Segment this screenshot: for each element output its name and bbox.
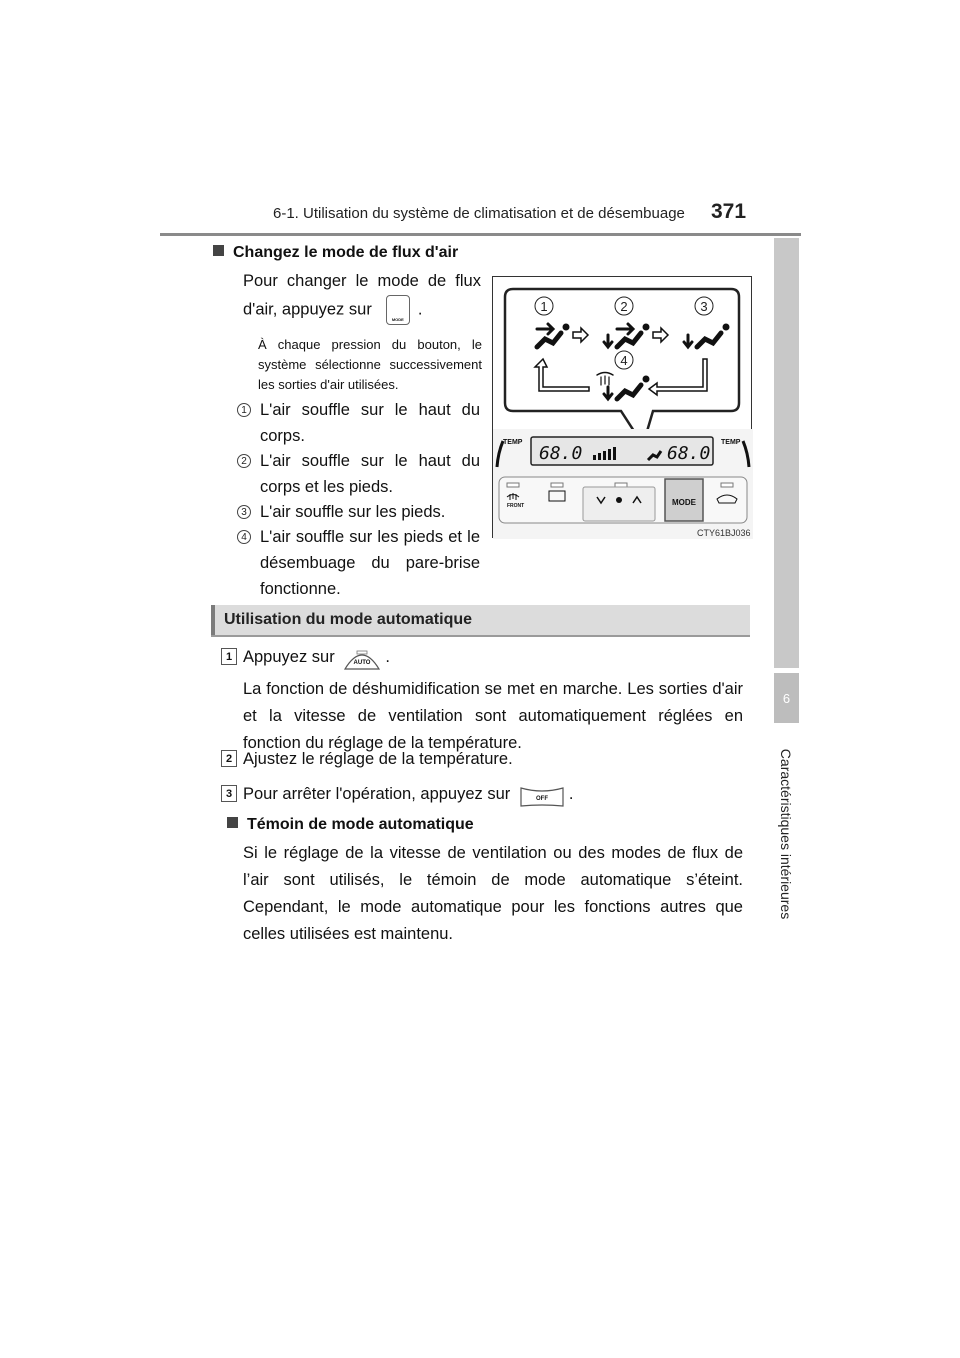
chapter-tab-label-text: Caractéristiques intérieures xyxy=(778,748,794,920)
front-defrost-indicator xyxy=(507,483,519,487)
figure-code: CTY61BJ036 xyxy=(697,528,751,538)
item-text-4: L'air souffle sur les pieds et le désembuage du pare-brise fonctionne. xyxy=(260,528,480,598)
fan-icon xyxy=(616,497,622,503)
airflow-intro-text: Pour changer le mode de flux d'air, appuyez sur xyxy=(243,272,481,319)
step-number-3: 3 xyxy=(221,785,237,802)
auto-button-label: AUTO xyxy=(353,659,371,666)
item-text-2: L'air souffle sur le haut du corps et les pieds. xyxy=(260,452,480,496)
climate-panel-figure xyxy=(492,276,752,538)
airflow-intro xyxy=(243,268,481,325)
recirc-indicator xyxy=(721,483,733,487)
step-3-instruction xyxy=(243,781,743,808)
airflow-mode-heading-text: Changez le mode de flux d'air xyxy=(233,244,459,261)
item-number-4: 4 xyxy=(237,530,251,544)
off-button-graphic xyxy=(519,782,565,808)
callout-number-1: 1 xyxy=(540,299,548,314)
page-number: 371 xyxy=(711,200,747,223)
callout-number-4: 4 xyxy=(620,353,628,368)
temp-label-right: TEMP xyxy=(721,439,741,446)
bullet-square-icon xyxy=(213,245,224,256)
callout-number-2: 2 xyxy=(620,299,628,314)
off-button-icon xyxy=(519,782,565,808)
bullet-square-icon xyxy=(227,817,238,828)
mode-button-icon xyxy=(386,295,410,325)
airflow-intro-end: . xyxy=(417,300,423,319)
display-temp-left: 68.0 xyxy=(539,443,583,464)
auto-button-icon xyxy=(343,645,381,671)
step-3-end: . xyxy=(568,785,574,803)
chapter-tab-number: 6 xyxy=(774,673,799,723)
airflow-note: À chaque pression du bouton, le système sélectionne successivement les sorties d'air utilisées. xyxy=(258,337,482,392)
item-number-2: 2 xyxy=(237,454,251,468)
rear-defrost-indicator xyxy=(551,483,563,487)
item-number-3: 3 xyxy=(237,505,251,519)
step-3-text: Pour arrêter l'opération, appuyez sur xyxy=(243,785,511,803)
airflow-item-2 xyxy=(237,448,481,500)
chapter-tab-label xyxy=(763,744,809,924)
step-number-2: 2 xyxy=(221,750,237,767)
airflow-item-4 xyxy=(237,524,481,602)
airflow-item-1 xyxy=(237,397,481,449)
indicator-heading-text: Témoin de mode automatique xyxy=(247,816,474,833)
display-temp-right: 68.0 xyxy=(667,443,711,464)
item-text-3: L'air souffle sur les pieds. xyxy=(260,503,446,521)
callout-number-3: 3 xyxy=(700,299,708,314)
step-1-instruction xyxy=(243,644,743,671)
auto-button-graphic xyxy=(343,645,381,671)
front-button-label: FRONT xyxy=(507,503,525,509)
temp-label-left: TEMP xyxy=(503,439,523,446)
fan-control-area xyxy=(583,487,655,521)
airflow-item-3 xyxy=(237,499,481,525)
item-number-1: 1 xyxy=(237,403,251,417)
indicator-heading xyxy=(227,816,474,834)
climate-panel-illustration xyxy=(493,277,753,539)
step-number-1: 1 xyxy=(221,648,237,665)
header-rule xyxy=(160,233,801,236)
indicator-text: Si le réglage de la vitesse de ventilation ou des modes de flux de l’air sont utilisés, le témoin de mode automatique s’éteint. Cependant, le mode automatique pour les fonctions autres que celles utilisées est maintenu. xyxy=(243,844,743,943)
mode-button-icon-label: MODE xyxy=(391,317,404,322)
fan-indicator xyxy=(615,483,627,487)
step-1-end: . xyxy=(385,648,390,666)
item-text-1: L'air souffle sur le haut du corps. xyxy=(260,401,480,445)
chapter-tab-bar xyxy=(774,238,799,668)
auto-mode-heading: Utilisation du mode automatique xyxy=(224,611,473,628)
auto-mode-heading-accent xyxy=(211,605,215,635)
step-1-detail: La fonction de déshumidification se met en marche. Les sorties d'air et la vitesse de ventilation sont automatiquement réglées en fonction du réglage de la température. xyxy=(243,680,743,752)
running-header-title: 6-1. Utilisation du système de climatisation et de désembuage xyxy=(273,205,685,222)
mode-button-label: MODE xyxy=(672,498,696,507)
step-2-text: Ajustez le réglage de la température. xyxy=(243,750,513,768)
airflow-mode-heading xyxy=(213,244,458,262)
step-1-text: Appuyez sur xyxy=(243,648,335,666)
off-button-label: OFF xyxy=(535,795,548,802)
